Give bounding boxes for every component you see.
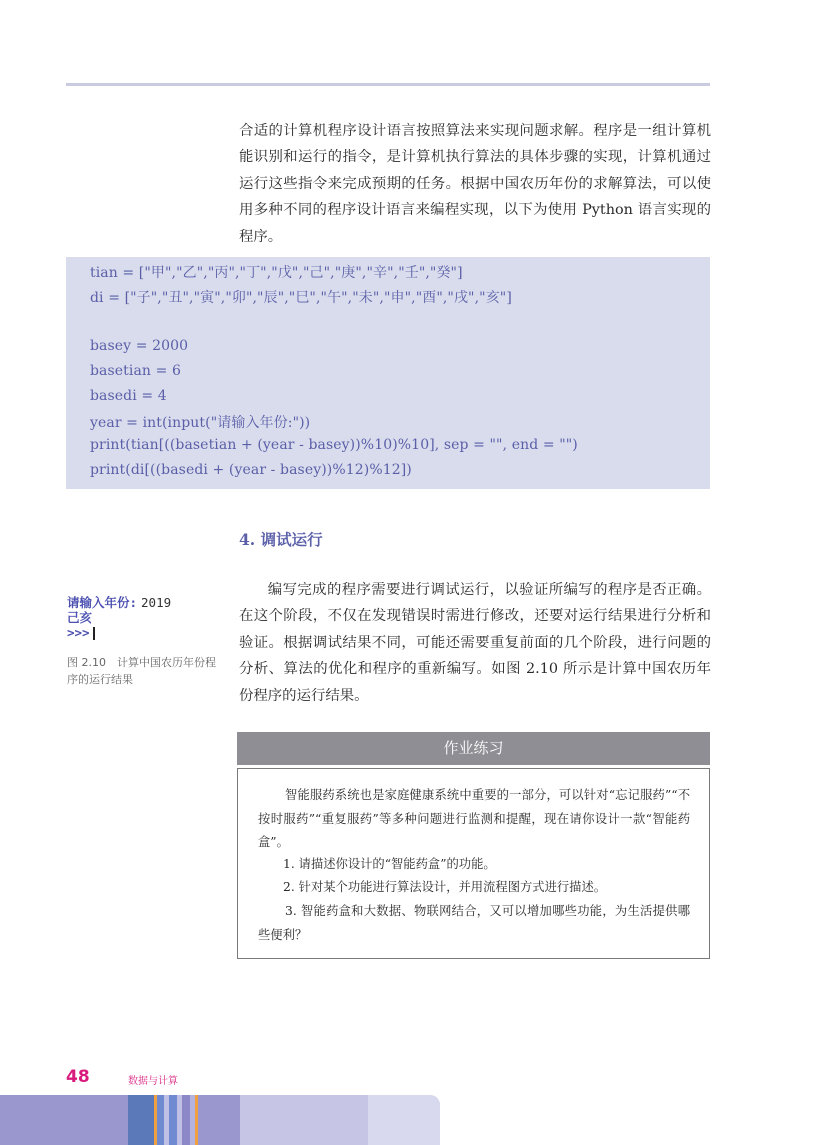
- console-line-3: [67, 625, 207, 640]
- footer-stripe: [240, 1095, 368, 1145]
- console-prompt: 请输入年份:: [67, 595, 138, 610]
- homework-item-2: 2. 针对某个功能进行算法设计，并用流程图方式进行描述。: [283, 880, 607, 894]
- footer-stripe: [198, 1095, 240, 1145]
- console-input: 2019: [141, 595, 172, 610]
- footer-decoration: [0, 1095, 440, 1145]
- footer-stripe: [182, 1095, 190, 1145]
- homework-header: 作业练习: [237, 732, 710, 765]
- footer-stripe: [0, 1095, 128, 1145]
- page-number: 48: [66, 1067, 90, 1087]
- console-line-1: [67, 595, 207, 610]
- console-screenshot: [67, 595, 207, 643]
- debug-paragraph: 编写完成的程序需要进行调试运行，以验证所编写的程序是否正确。在这个阶段，不仅在发现错误时需进行修改，还要对运行结果进行分析和验证。根据调试结果不同，可能还需要重复前面的几个阶段，进行问题的分析、算法的优化和程序的重新编写。如图 2.10 所示是计算中国农历年份程序的运行结果。: [239, 582, 711, 704]
- homework-intro: 智能服药系统也是家庭健康系统中重要的一部分，可以针对“忘记服药”“不按时服药”“重复服药”等多种问题进行监测和提醒，现在请你设计一款“智能药盒”。: [258, 788, 690, 850]
- header-rule: [66, 83, 710, 86]
- code-line-basedi: basedi = 4: [90, 388, 167, 404]
- section-title: 4. 调试运行: [239, 530, 323, 549]
- footer-stripe: [157, 1095, 164, 1145]
- console-next-prompt: >>>: [67, 625, 90, 640]
- code-line-basey: basey = 2000: [90, 338, 189, 354]
- homework-item-3: 3. 智能药盒和大数据、物联网结合，又可以增加哪些功能，为生活提供哪些便利？: [258, 904, 690, 942]
- book-title: 数据与计算: [128, 1076, 178, 1087]
- code-line-basetian: basetian = 6: [90, 363, 181, 379]
- footer-stripe: [368, 1095, 440, 1145]
- footer-stripe: [128, 1095, 154, 1145]
- cursor-icon: [93, 627, 95, 640]
- figure-caption: 图 2.10 计算中国农历年份程序的运行结果: [67, 656, 216, 686]
- code-line-print-tian: print(tian[((basetian + (year - basey))%10)%10], sep = "", end = ""): [90, 437, 578, 453]
- code-line-print-di: print(di[((basedi + (year - basey))%12)%12]): [90, 462, 412, 478]
- homework-box: [237, 768, 710, 959]
- code-line-year: year = int(input("请输入年份:")): [90, 415, 311, 431]
- code-line-tian: tian = ["甲","乙","丙","丁","戊","己","庚","辛","壬","癸"]: [90, 265, 463, 281]
- homework-item-1: 1. 请描述你设计的“智能药盒”的功能。: [283, 857, 496, 871]
- code-block: [66, 257, 710, 489]
- footer-stripe: [169, 1095, 177, 1145]
- console-output: 己亥: [67, 610, 93, 625]
- code-line-di: di = ["子","丑","寅","卯","辰","巳","午","未","申","酉","戌","亥"]: [90, 290, 512, 306]
- intro-paragraph: 合适的计算机程序设计语言按照算法来实现问题求解。程序是一组计算机能识别和运行的指令，是计算机执行算法的具体步骤的实现，计算机通过运行这些指令来完成预期的任务。根据中国农历年份的求解算法，可以使用多种不同的程序设计语言来编程实现，以下为使用 Python 语言实现的程序。: [239, 123, 711, 245]
